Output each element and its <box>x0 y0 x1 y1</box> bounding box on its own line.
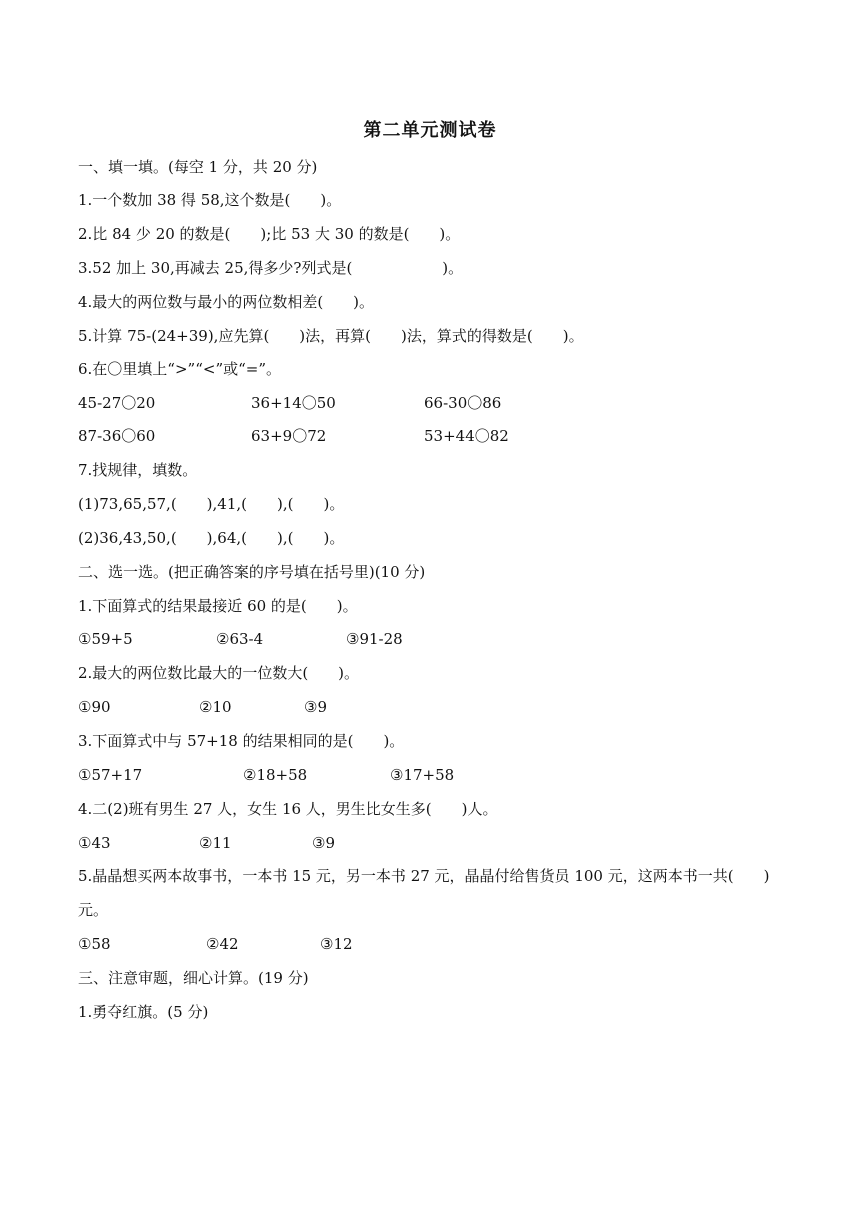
s1-question-3: 3.52 加上 30,再减去 25,得多少?列式是( )。 <box>78 259 464 277</box>
option-item: ①43 <box>78 834 111 852</box>
option-item: ②11 <box>199 834 232 852</box>
s3-question-1: 1.勇夺红旗。(5 分) <box>78 1003 209 1021</box>
s1-question-5: 5.计算 75-(24+39),应先算( )法，再算( )法，算式的得数是( )。 <box>78 327 584 345</box>
option-item: ①59+5 <box>78 630 133 648</box>
option-item: ②18+58 <box>243 766 308 784</box>
option-item: ①58 <box>78 935 111 953</box>
s1-question-7: 7.找规律，填数。 <box>78 461 198 479</box>
option-item: ③12 <box>320 935 353 953</box>
compare-item: 53+44〇82 <box>424 427 509 445</box>
option-item: ①57+17 <box>78 766 143 784</box>
s2-question-4: 4.二(2)班有男生 27 人，女生 16 人，男生比女生多( )人。 <box>78 800 498 818</box>
s1-question-2: 2.比 84 少 20 的数是( );比 53 大 30 的数是( )。 <box>78 225 461 243</box>
section1-heading: 一、填一填。(每空 1 分，共 20 分) <box>78 158 318 176</box>
option-item: ②42 <box>206 935 239 953</box>
option-item: ②63-4 <box>216 630 264 648</box>
option-item: ③9 <box>304 698 327 716</box>
option-item: ③9 <box>312 834 335 852</box>
section2-heading: 二、选一选。(把正确答案的序号填在括号里)(10 分) <box>78 563 426 581</box>
s2-question-1: 1.下面算式的结果最接近 60 的是( )。 <box>78 597 358 615</box>
option-item: ②10 <box>199 698 232 716</box>
compare-item: 63+9〇72 <box>251 427 327 445</box>
option-item: ③91-28 <box>346 630 403 648</box>
s2-question-2: 2.最大的两位数比最大的一位数大( )。 <box>78 664 360 682</box>
option-item: ③17+58 <box>390 766 455 784</box>
compare-item: 36+14〇50 <box>251 394 336 412</box>
option-item: ①90 <box>78 698 111 716</box>
s1-question-4: 4.最大的两位数与最小的两位数相差( )。 <box>78 293 375 311</box>
section3-heading: 三、注意审题，细心计算。(19 分) <box>78 969 309 987</box>
s1-question-1: 1.一个数加 38 得 58,这个数是( )。 <box>78 191 342 209</box>
s1-question-7-1: (1)73,65,57,( ),41,( ),( )。 <box>78 495 345 513</box>
compare-item: 45-27〇20 <box>78 394 156 412</box>
compare-item: 87-36〇60 <box>78 427 156 445</box>
compare-item: 66-30〇86 <box>424 394 502 412</box>
page-title: 第二单元测试卷 <box>363 120 497 141</box>
s2-question-5: 5.晶晶想买两本故事书，一本书 15 元，另一本书 27 元，晶晶付给售货员 100 元，这两本书一共( )元。 <box>78 867 770 919</box>
s2-question-3: 3.下面算式中与 57+18 的结果相同的是( )。 <box>78 732 405 750</box>
s1-question-7-2: (2)36,43,50,( ),64,( ),( )。 <box>78 529 345 547</box>
s1-question-6: 6.在〇里填上“>”“<”或“=”。 <box>78 360 282 378</box>
